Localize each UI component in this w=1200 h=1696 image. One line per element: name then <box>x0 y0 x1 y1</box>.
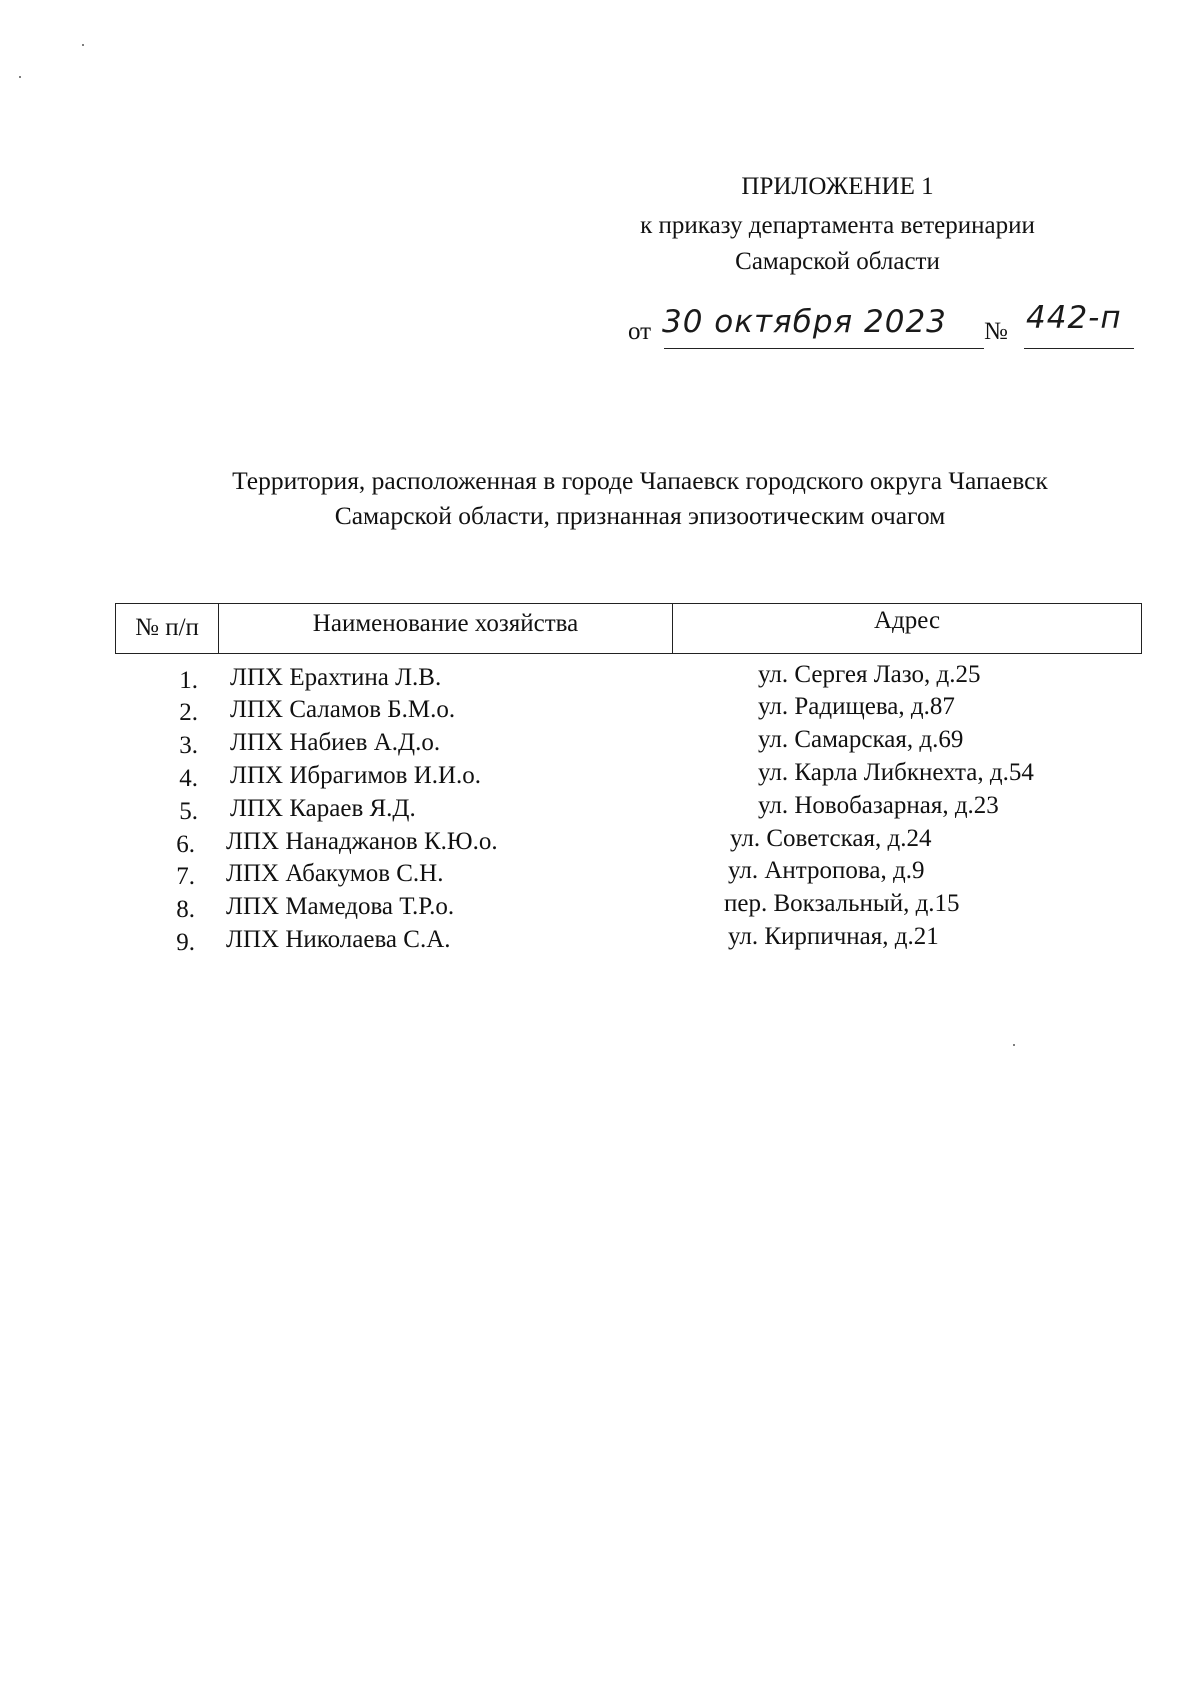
row-farm-name: ЛПХ Караев Я.Д. <box>230 795 416 822</box>
appendix-region: Самарской области <box>735 248 940 275</box>
scan-speck <box>19 76 21 78</box>
row-number: 3. <box>179 732 198 759</box>
row-number: 2. <box>179 699 198 726</box>
row-address: ул. Антропова, д.9 <box>728 857 925 884</box>
number-underline <box>1024 348 1134 349</box>
row-address: ул. Карла Либкнехта, д.54 <box>758 759 1034 786</box>
row-number: 5. <box>179 798 198 825</box>
column-header-number: № п/п <box>116 604 219 653</box>
row-address: ул. Самарская, д.69 <box>758 726 964 753</box>
table-header <box>115 603 1142 654</box>
title-line-2: Самарской области, признанная эпизоотическим очагом <box>334 501 946 530</box>
scan-speck <box>1013 1044 1015 1046</box>
row-farm-name: ЛПХ Абакумов С.Н. <box>226 860 444 887</box>
row-number: 8. <box>176 896 195 923</box>
row-address: ул. Кирпичная, д.21 <box>728 923 939 950</box>
column-header-farm-name: Наименование хозяйства <box>219 604 673 653</box>
row-number: 6. <box>176 831 195 858</box>
row-farm-name: ЛПХ Мамедова Т.Р.о. <box>226 893 455 920</box>
handwritten-date: 30 октября 2023 <box>662 304 947 340</box>
row-farm-name: ЛПХ Ибрагимов И.И.о. <box>230 762 482 789</box>
row-farm-name: ЛПХ Саламов Б.М.о. <box>230 696 456 723</box>
appendix-order-ref: к приказу департамента ветеринарии <box>640 212 1035 239</box>
row-farm-name: ЛПХ Набиев А.Д.о. <box>230 729 441 756</box>
row-number: 9. <box>176 929 195 956</box>
row-farm-name: ЛПХ Ерахтина Л.В. <box>230 664 442 691</box>
row-number: 7. <box>176 863 195 890</box>
row-farm-name: ЛПХ Николаева С.А. <box>226 926 451 953</box>
row-address: ул. Советская, д.24 <box>730 825 932 852</box>
row-farm-name: ЛПХ Нанаджанов К.Ю.о. <box>226 828 498 855</box>
scan-speck <box>82 44 84 46</box>
date-underline <box>664 348 984 349</box>
row-number: 1. <box>179 667 198 694</box>
row-number: 4. <box>179 765 198 792</box>
title-line-1: Территория, расположенная в городе Чапаевск городского округа Чапаевск <box>232 466 1048 495</box>
column-header-address: Адрес <box>873 607 941 634</box>
row-address: пер. Вокзальный, д.15 <box>724 890 960 917</box>
handwritten-order-number: 442-п <box>1026 300 1122 336</box>
date-prefix: от <box>628 318 652 345</box>
order-date-line <box>628 300 1168 348</box>
row-address: ул. Радищева, д.87 <box>758 693 955 720</box>
row-address: ул. Новобазарная, д.23 <box>758 792 999 819</box>
appendix-label: ПРИЛОЖЕНИЕ 1 <box>741 173 934 200</box>
row-address: ул. Сергея Лазо, д.25 <box>758 661 981 688</box>
number-sign: № <box>984 318 1008 345</box>
